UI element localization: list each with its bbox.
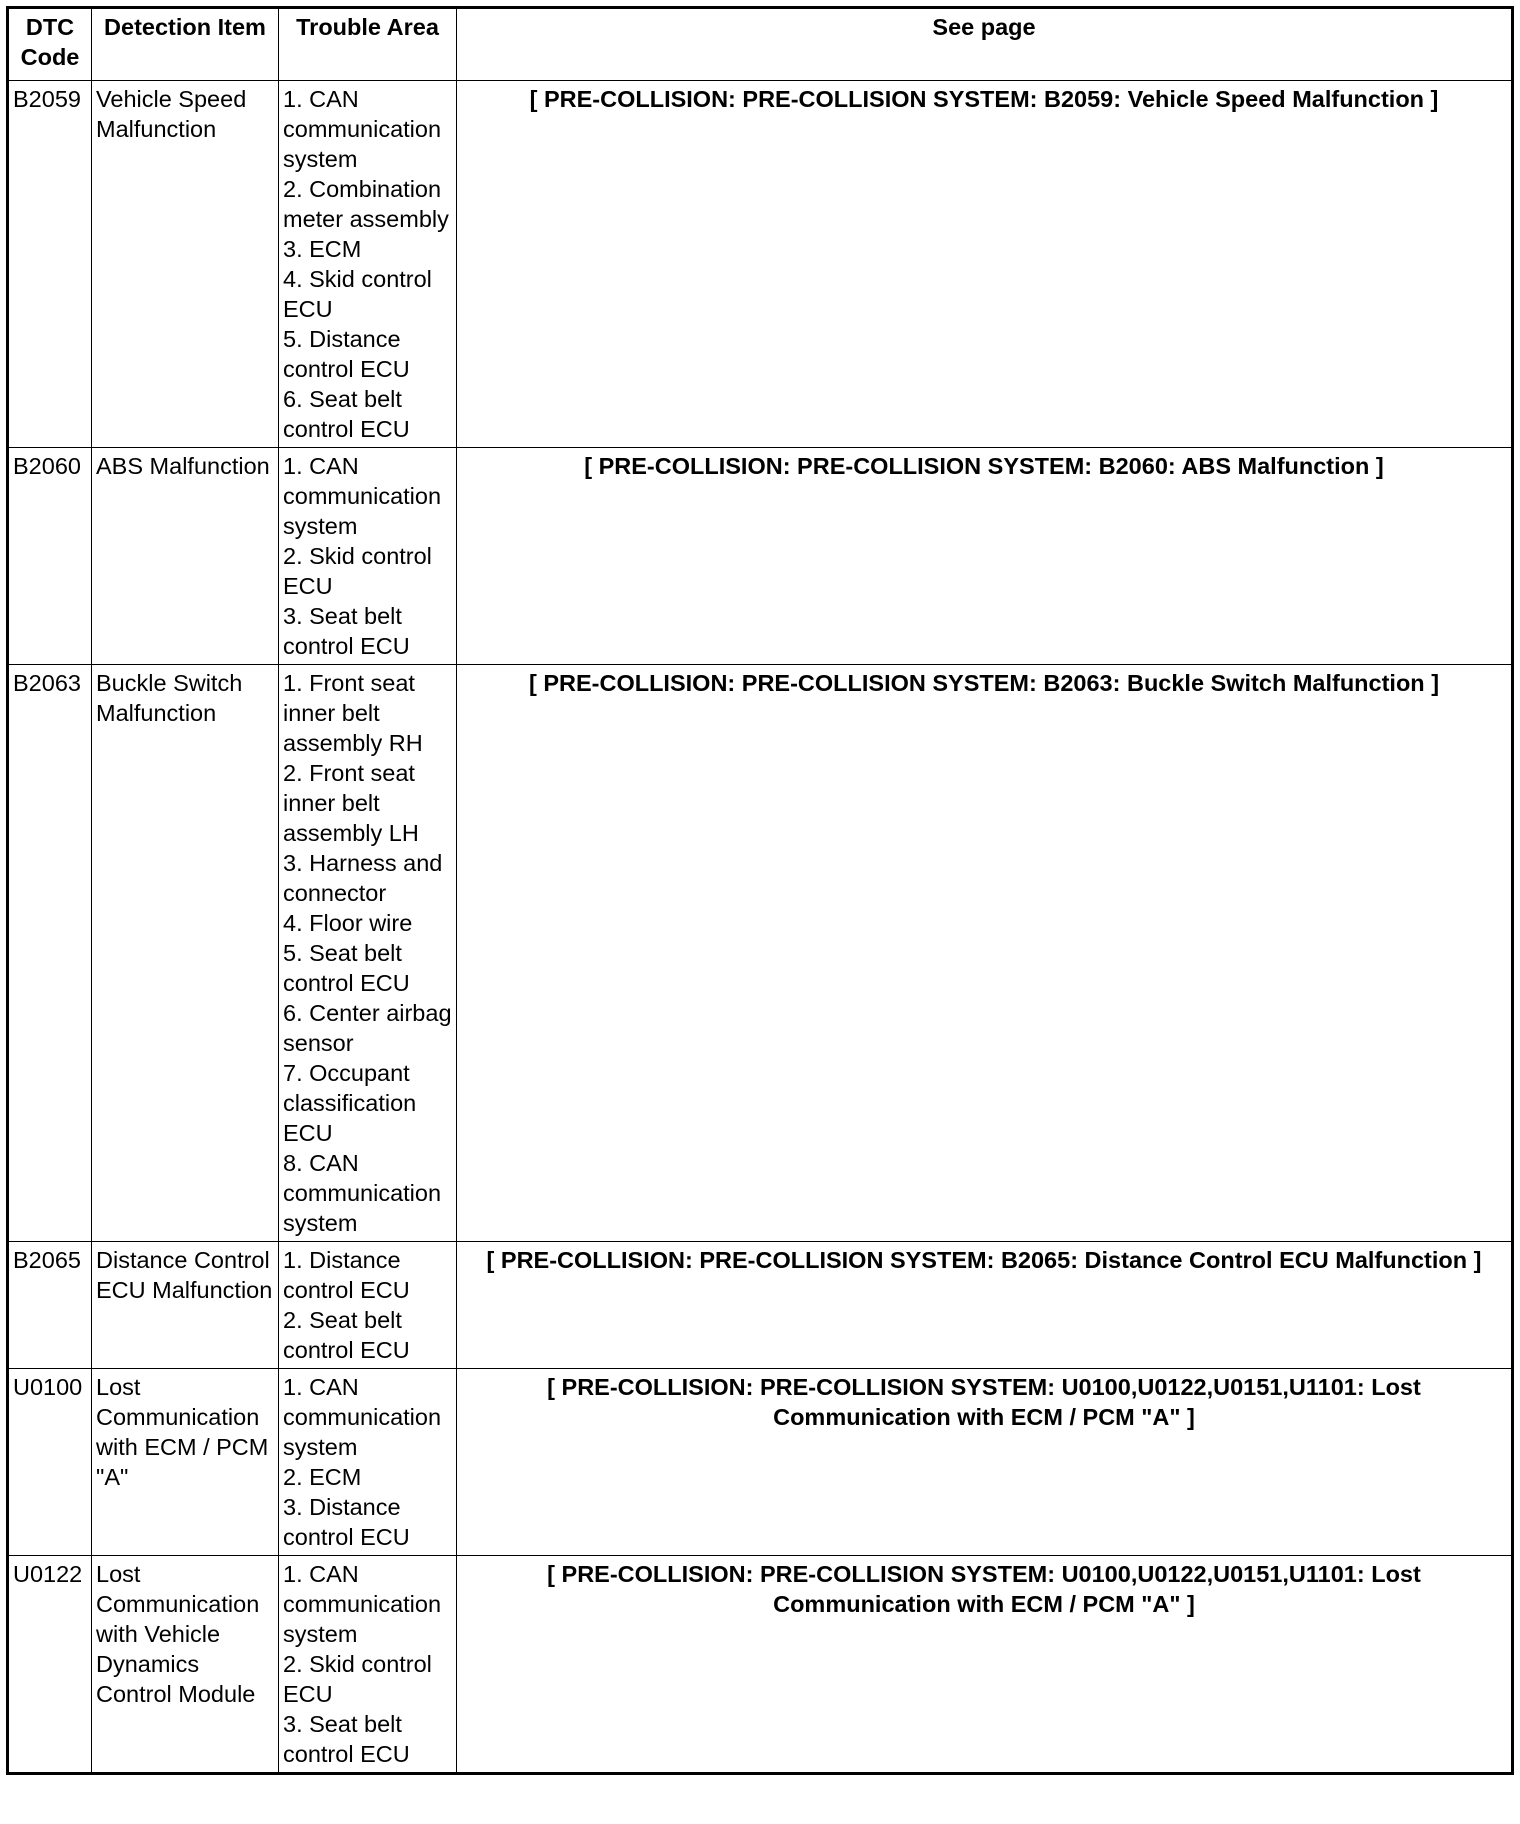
header-dtc-code: DTC Code xyxy=(8,8,92,81)
table-row xyxy=(8,448,1513,665)
dtc-table xyxy=(6,6,1514,1775)
trouble-area-item: 1. CAN communication system xyxy=(283,453,442,539)
trouble-area-item: 6. Center airbag sensor xyxy=(283,1000,452,1056)
table-row xyxy=(8,1369,1513,1556)
dtc-code-cell: B2059 xyxy=(8,81,92,448)
trouble-area-item: 1. CAN communication system xyxy=(283,1374,442,1460)
trouble-area-item: 2. Skid control ECU xyxy=(283,1651,432,1707)
trouble-area-cell xyxy=(279,81,457,448)
dtc-code-cell: B2063 xyxy=(8,665,92,1242)
trouble-area-item: 1. Front seat inner belt assembly RH xyxy=(283,670,423,756)
trouble-area-item: 4. Skid control ECU xyxy=(283,266,432,322)
trouble-area-cell xyxy=(279,665,457,1242)
dtc-code-cell: U0122 xyxy=(8,1556,92,1774)
detection-item-cell: ABS Malfunction xyxy=(92,448,279,665)
trouble-area-item: 2. ECM xyxy=(283,1464,362,1490)
trouble-area-item: 8. CAN communication system xyxy=(283,1150,442,1236)
trouble-area-item: 2. Skid control ECU xyxy=(283,543,432,599)
table-row xyxy=(8,81,1513,448)
detection-item-cell: Buckle Switch Malfunction xyxy=(92,665,279,1242)
detection-item-cell: Distance Control ECU Malfunction xyxy=(92,1242,279,1369)
trouble-area-item: 1. CAN communication system xyxy=(283,1561,442,1647)
trouble-area-item: 3. Distance control ECU xyxy=(283,1494,410,1550)
trouble-area-item: 7. Occupant classification ECU xyxy=(283,1060,417,1146)
see-page-link[interactable]: [ PRE-COLLISION: PRE-COLLISION SYSTEM: B2059: Vehicle Speed Malfunction ] xyxy=(457,81,1513,448)
trouble-area-item: 4. Floor wire xyxy=(283,910,413,936)
trouble-area-item: 2. Seat belt control ECU xyxy=(283,1307,410,1363)
trouble-area-item: 6. Seat belt control ECU xyxy=(283,386,410,442)
trouble-area-item: 2. Combination meter assembly xyxy=(283,176,449,232)
trouble-area-item: 1. CAN communication system xyxy=(283,86,442,172)
trouble-area-item: 2. Front seat inner belt assembly LH xyxy=(283,760,419,846)
see-page-link[interactable]: [ PRE-COLLISION: PRE-COLLISION SYSTEM: B2065: Distance Control ECU Malfunction ] xyxy=(457,1242,1513,1369)
table-row xyxy=(8,1556,1513,1774)
detection-item-cell: Lost Communication with Vehicle Dynamics Control Module xyxy=(92,1556,279,1774)
table-row xyxy=(8,1242,1513,1369)
see-page-link[interactable]: [ PRE-COLLISION: PRE-COLLISION SYSTEM: U0100,U0122,U0151,U1101: Lost Communication with ECM / PCM "A" ] xyxy=(457,1556,1513,1774)
trouble-area-item: 5. Seat belt control ECU xyxy=(283,940,410,996)
dtc-code-cell: B2060 xyxy=(8,448,92,665)
detection-item-cell: Vehicle Speed Malfunction xyxy=(92,81,279,448)
dtc-code-cell: U0100 xyxy=(8,1369,92,1556)
see-page-link[interactable]: [ PRE-COLLISION: PRE-COLLISION SYSTEM: U0100,U0122,U0151,U1101: Lost Communication with ECM / PCM "A" ] xyxy=(457,1369,1513,1556)
header-trouble-area: Trouble Area xyxy=(279,8,457,81)
detection-item-cell: Lost Communication with ECM / PCM "A" xyxy=(92,1369,279,1556)
trouble-area-item: 5. Distance control ECU xyxy=(283,326,410,382)
trouble-area-item: 1. Distance control ECU xyxy=(283,1247,410,1303)
dtc-code-cell: B2065 xyxy=(8,1242,92,1369)
trouble-area-cell xyxy=(279,1556,457,1774)
see-page-link[interactable]: [ PRE-COLLISION: PRE-COLLISION SYSTEM: B2063: Buckle Switch Malfunction ] xyxy=(457,665,1513,1242)
trouble-area-cell xyxy=(279,1242,457,1369)
trouble-area-cell xyxy=(279,448,457,665)
table-row xyxy=(8,665,1513,1242)
see-page-link[interactable]: [ PRE-COLLISION: PRE-COLLISION SYSTEM: B2060: ABS Malfunction ] xyxy=(457,448,1513,665)
header-detection-item: Detection Item xyxy=(92,8,279,81)
table-body xyxy=(8,81,1513,1774)
header-see-page: See page xyxy=(457,8,1513,81)
trouble-area-item: 3. Seat belt control ECU xyxy=(283,1711,410,1767)
trouble-area-item: 3. ECM xyxy=(283,236,362,262)
trouble-area-item: 3. Harness and connector xyxy=(283,850,443,906)
header-row xyxy=(8,8,1513,81)
trouble-area-item: 3. Seat belt control ECU xyxy=(283,603,410,659)
trouble-area-cell xyxy=(279,1369,457,1556)
